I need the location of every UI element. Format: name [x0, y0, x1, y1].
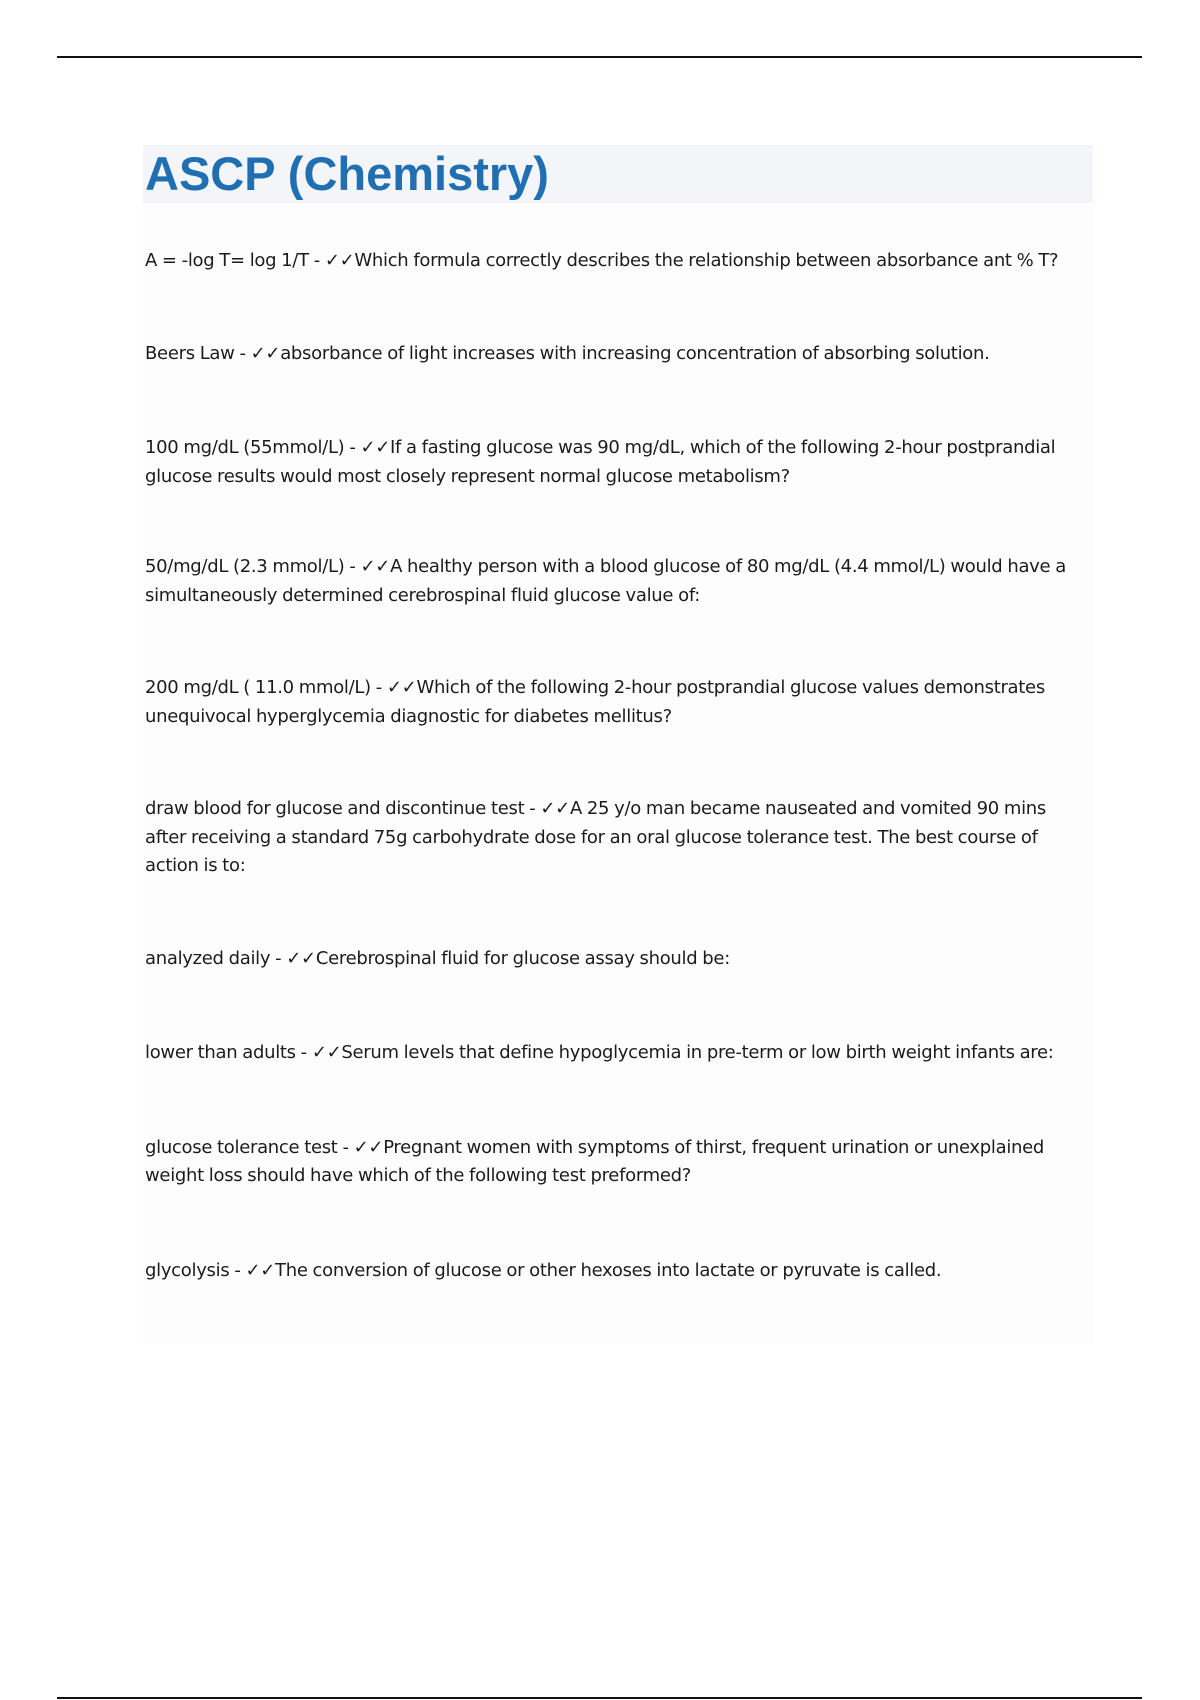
qa-question: absorbance of light increases with increasing concentration of absorbing solution.	[280, 342, 990, 364]
qa-separator: -	[344, 556, 361, 577]
qa-item	[145, 674, 1090, 731]
qa-separator: -	[229, 1259, 246, 1281]
qa-item	[145, 945, 1090, 974]
qa-answer: 100 mg/dL (55mmol/L)	[145, 437, 345, 458]
double-check-icon: ✓✓	[286, 947, 316, 969]
double-check-icon: ✓✓	[353, 1136, 384, 1158]
qa-question: Pregnant women with symptoms of thirst, frequent urination or unexplained weight loss should have which of the following test preformed?	[145, 1136, 1045, 1186]
footer-rule	[57, 1697, 1142, 1699]
double-check-icon: ✓✓	[540, 798, 570, 819]
page-title: ASCP (Chemistry)	[145, 147, 549, 200]
qa-separator: -	[524, 798, 541, 819]
qa-item	[145, 340, 1090, 369]
qa-separator: -	[344, 437, 361, 458]
qa-item	[145, 434, 1090, 491]
double-check-icon: ✓✓	[360, 556, 391, 577]
qa-answer: lower than adults	[145, 1042, 296, 1063]
qa-separator: -	[234, 342, 251, 364]
double-check-icon: ✓✓	[311, 1042, 342, 1063]
qa-separator: -	[370, 677, 387, 698]
double-check-icon: ✓✓	[386, 677, 417, 698]
qa-item	[145, 1257, 1090, 1286]
qa-separator: -	[270, 947, 287, 969]
qa-question: Which formula correctly describes the relationship between absorbance ant % T?	[354, 250, 1059, 271]
qa-item	[145, 1039, 1090, 1068]
qa-separator: -	[337, 1136, 354, 1158]
qa-item	[145, 247, 1090, 276]
qa-question: A healthy person with a blood glucose of 80 mg/dL (4.4 mmol/L) would have a simultaneously determined cerebrospinal fluid glucose value of:	[145, 556, 1066, 606]
double-check-icon: ✓✓	[245, 1259, 276, 1281]
qa-answer: glucose tolerance test	[145, 1136, 338, 1158]
qa-answer: 200 mg/dL ( 11.0 mmol/L)	[145, 677, 371, 698]
qa-list	[145, 247, 1090, 1285]
qa-item	[145, 553, 1090, 610]
qa-answer: A = -log T= log 1/T	[145, 250, 309, 271]
qa-question: The conversion of glucose or other hexoses into lactate or pyruvate is called.	[275, 1259, 942, 1281]
double-check-icon: ✓✓	[360, 437, 391, 458]
qa-question: Cerebrospinal fluid for glucose assay should be:	[315, 947, 730, 969]
qa-question: Serum levels that define hypoglycemia in pre-term or low birth weight infants are:	[341, 1042, 1054, 1063]
double-check-icon: ✓✓	[250, 342, 281, 364]
qa-question: A 25 y/o man became nauseated and vomited 90 mins after receiving a standard 75g carbohydrate dose for an oral glucose tolerance test. The best course of action is to:	[145, 798, 1046, 876]
qa-separator: -	[308, 250, 325, 271]
qa-separator: -	[295, 1042, 312, 1063]
header-rule	[57, 56, 1142, 58]
qa-answer: Beers Law	[145, 342, 235, 364]
double-check-icon: ✓✓	[324, 250, 355, 271]
qa-question: If a fasting glucose was 90 mg/dL, which of the following 2-hour postprandial glucose results would most closely represent normal glucose metabolism?	[145, 437, 1056, 487]
qa-item	[145, 1134, 1090, 1191]
qa-item	[145, 795, 1090, 881]
qa-answer: draw blood for glucose and discontinue test	[145, 798, 525, 819]
qa-answer: analyzed daily	[145, 947, 271, 969]
qa-answer: 50/mg/dL (2.3 mmol/L)	[145, 556, 345, 577]
qa-answer: glycolysis	[145, 1259, 230, 1281]
qa-question: Which of the following 2-hour postprandial glucose values demonstrates unequivocal hyperglycemia diagnostic for diabetes mellitus?	[145, 677, 1045, 727]
